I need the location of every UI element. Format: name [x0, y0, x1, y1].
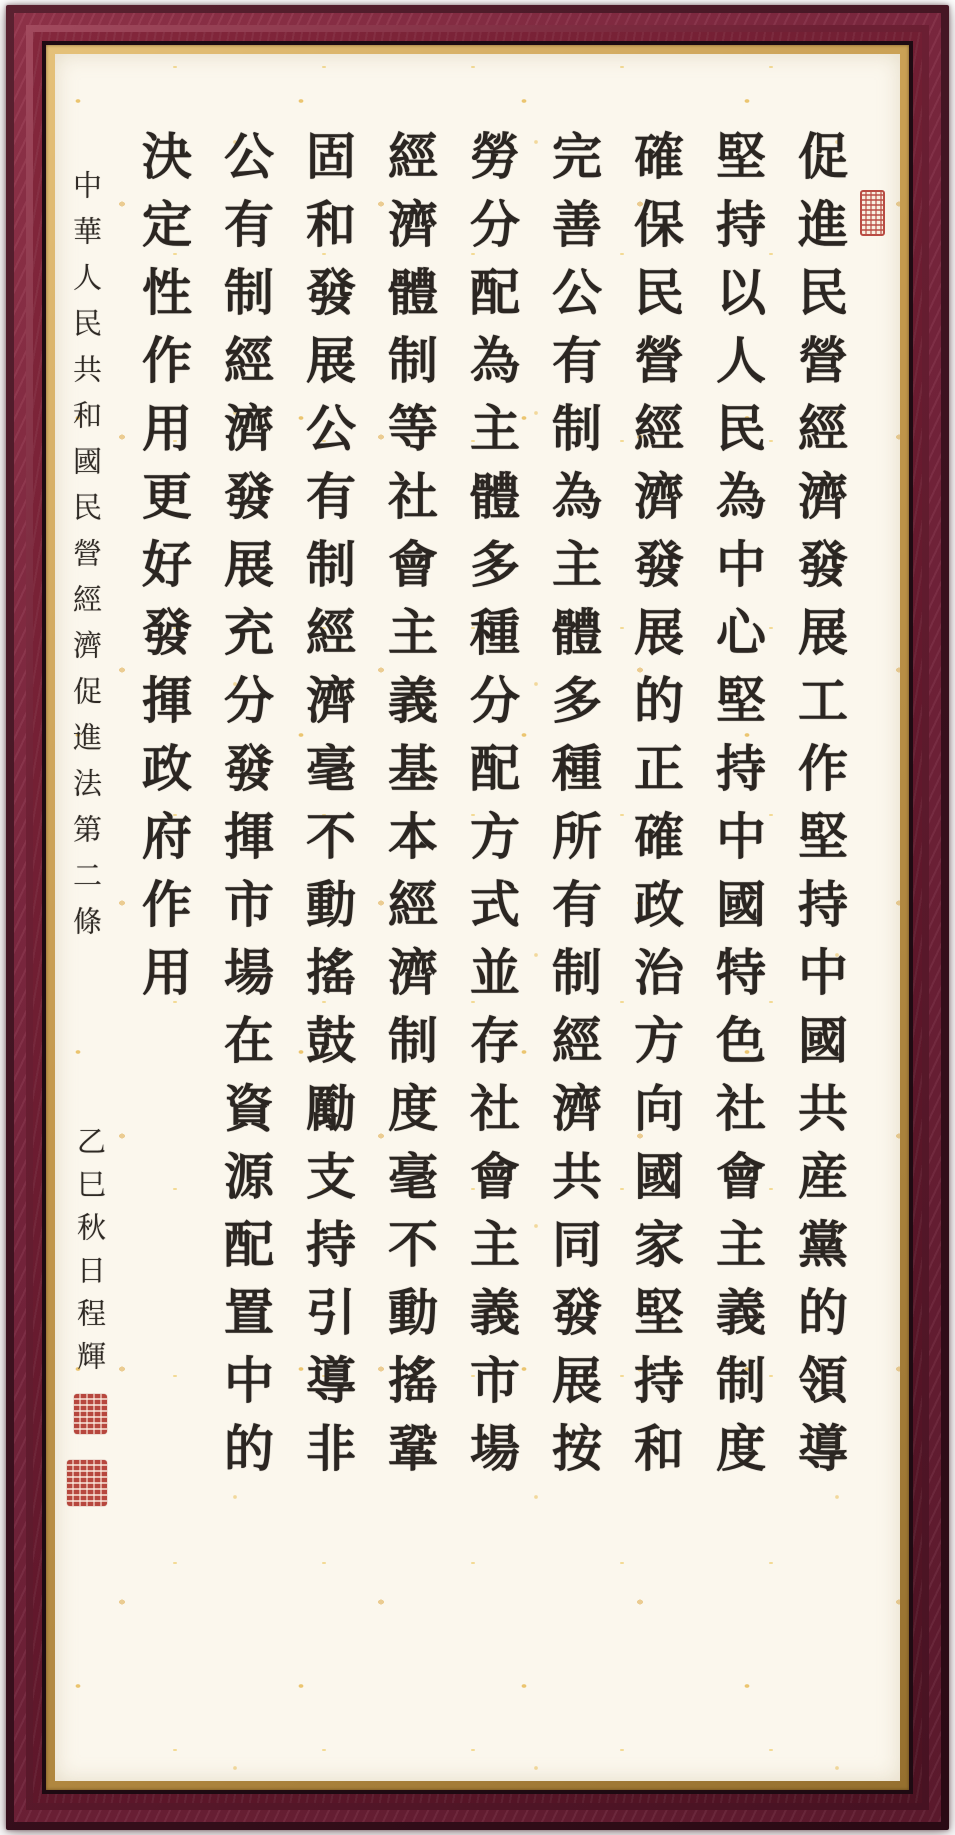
gold-flecked-xuan-paper — [55, 54, 900, 1781]
text-column-8: 公有制經濟發展充分發揮市場在資源配置中的 — [216, 130, 275, 1490]
picture-frame-gold-fillet — [46, 45, 909, 1790]
header-seal — [860, 190, 885, 236]
artist-seal-1 — [74, 1394, 107, 1434]
calligraphy-main-text — [122, 130, 860, 1540]
text-column-7: 固和發展公有制經濟毫不動搖鼓勵支持引導非 — [298, 130, 357, 1490]
picture-frame-inner-line — [42, 41, 913, 1794]
picture-frame-wood-band-2 — [33, 32, 922, 1803]
text-column-2: 堅持以人民為中心堅持中國特色社會主義制度 — [708, 130, 767, 1490]
artist-signature: 乙巳秋日程輝 — [73, 1126, 107, 1384]
text-column-9: 決定性作用更好發揮政府作用 — [134, 130, 193, 1014]
picture-frame-groove — [26, 25, 929, 1810]
text-column-1: 促進民營經濟發展工作堅持中國共産黨的領導 — [790, 130, 849, 1490]
picture-frame-wood-band-1 — [14, 13, 941, 1822]
artist-seal-2 — [67, 1460, 107, 1506]
text-column-6: 經濟體制等社會主義基本經濟制度毫不動搖鞏 — [380, 130, 439, 1490]
picture-frame-outer-edge — [6, 5, 949, 1830]
text-column-5: 勞分配為主體多種分配方式並存社會主義市場 — [462, 130, 521, 1490]
text-column-4: 完善公有制為主體多種所有制經濟共同發展按 — [544, 130, 603, 1490]
text-column-3: 確保民營經濟發展的正確政治方向國家堅持和 — [626, 130, 685, 1490]
inscription-source-title: 中華人民共和國民營經濟促進法第二條 — [69, 170, 103, 952]
